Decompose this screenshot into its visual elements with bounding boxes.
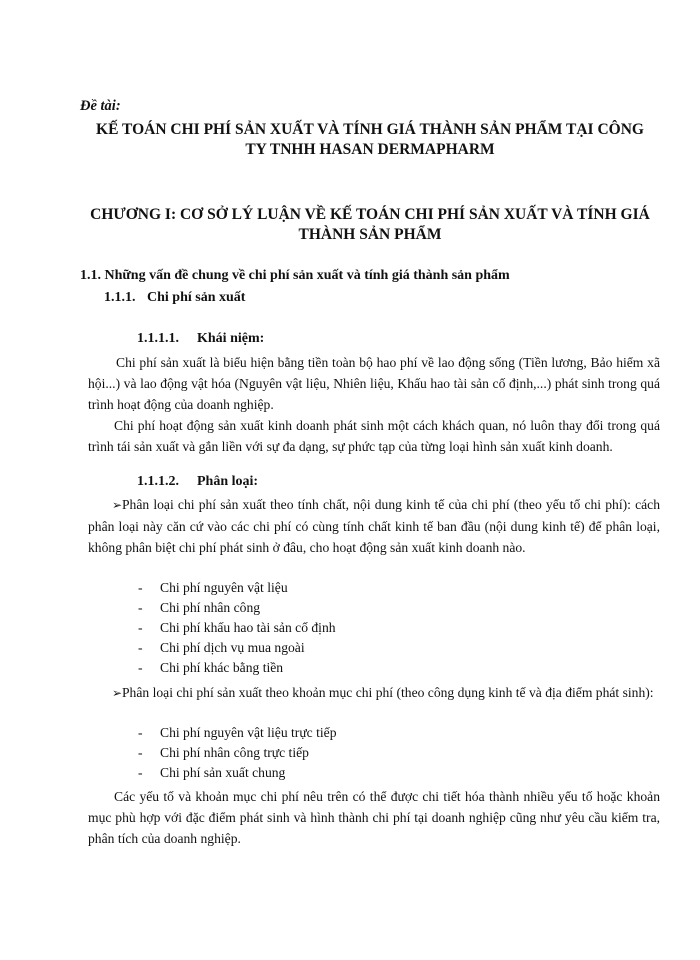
title-line-1: KẾ TOÁN CHI PHÍ SẢN XUẤT VÀ TÍNH GIÁ THÀNH SẢN PHẨM TẠI CÔNG	[96, 121, 644, 138]
classification-1-intro	[88, 494, 660, 558]
dash-bullet: -	[138, 600, 143, 615]
section-number: 1.1.1.2.	[137, 474, 179, 489]
list-item: - Chi phí nguyên vật liệu	[138, 578, 336, 598]
section-number: 1.1.1.1.	[137, 331, 179, 346]
classification-2-text: Phân loại chi phí sản xuất theo khoản mục chi phí (theo công dụng kinh tế và địa điểm phát sinh):	[122, 685, 654, 700]
cost-item-list	[138, 723, 337, 783]
chapter-line-1: CHƯƠNG I: CƠ SỞ LÝ LUẬN VỀ KẾ TOÁN CHI PHÍ SẢN XUẤT VÀ TÍNH GIÁ	[90, 206, 650, 223]
document-title	[60, 120, 680, 160]
list-item: - Chi phí khác bằng tiền	[138, 658, 336, 678]
section-number: 1.1.	[80, 268, 101, 283]
arrow-bullet-icon: ➢	[112, 686, 123, 700]
topic-label: Đề tài:	[80, 98, 121, 114]
classification-2-intro	[88, 682, 660, 704]
section-1-1-1-1-heading	[137, 331, 264, 347]
arrow-bullet-icon: ➢	[112, 498, 123, 512]
dash-bullet: -	[138, 745, 143, 760]
section-1-1-1-heading	[104, 290, 245, 306]
section-title: Chi phí sản xuất	[147, 290, 246, 305]
list-item: - Chi phí sản xuất chung	[138, 763, 337, 783]
list-item: - Chi phí khấu hao tài sản cố định	[138, 618, 336, 638]
section-1-1-heading	[80, 268, 510, 284]
chapter-line-2: THÀNH SẢN PHẨM	[298, 226, 442, 243]
classification-1-text: Phân loại chi phí sản xuất theo tính chất, nội dung kinh tế của chi phí (theo yếu tố chi phí): cách phân loại này căn cứ vào các chi phí có cùng tính chất kinh tế ban đầu (nội dung kinh tế) để phân loại, không phân biệt chi phí phát sinh ở đâu, cho hoạt động sản xuất kinh doanh nào.	[88, 497, 660, 555]
dash-bullet: -	[138, 660, 143, 675]
dash-bullet: -	[138, 580, 143, 595]
list-item: - Chi phí dịch vụ mua ngoài	[138, 638, 336, 658]
title-line-2: TY TNHH HASAN DERMAPHARM	[245, 141, 495, 158]
section-number: 1.1.1.	[104, 290, 136, 305]
cost-element-list	[138, 578, 336, 678]
dash-bullet: -	[138, 765, 143, 780]
closing-paragraph: Các yếu tố và khoản mục chi phí nêu trên có thể được chi tiết hóa thành nhiều yếu tố hoặc khoản mục phù hợp với đặc điểm phát sinh và hình thành chi phí tại doanh nghiệp cũng như yêu cầu kiểm tra, phân tích của doanh nghiệp.	[88, 789, 660, 846]
dash-bullet: -	[138, 725, 143, 740]
list-item: - Chi phí nhân công	[138, 598, 336, 618]
list-item: - Chi phí nhân công trực tiếp	[138, 743, 337, 763]
dash-bullet: -	[138, 620, 143, 635]
section-title: Những vấn đề chung về chi phí sản xuất và tính giá thành sản phẩm	[104, 268, 510, 283]
chapter-heading	[60, 205, 680, 245]
section-1-1-1-2-heading	[137, 474, 258, 490]
concept-paragraph-1: Chi phí sản xuất là biểu hiện bằng tiền toàn bộ hao phí về lao động sống (Tiền lương, Bảo hiểm xã hội...) và lao động vật hóa (Nguyên vật liệu, Nhiên liệu, Khấu hao tài sản cố định,...) phát sinh trong quá trình hoạt động của doanh nghiệp.	[88, 355, 660, 412]
list-item: - Chi phí nguyên vật liệu trực tiếp	[138, 723, 337, 743]
dash-bullet: -	[138, 640, 143, 655]
concept-paragraph-2: Chi phí hoạt động sản xuất kinh doanh phát sinh một cách khách quan, nó luôn thay đổi trong quá trình tái sản xuất và gắn liền với sự đa dạng, sự phức tạp của từng loại hình sản xuất kinh doanh.	[88, 418, 660, 454]
section-title: Khái niệm:	[197, 331, 265, 346]
section-title: Phân loại:	[197, 474, 259, 489]
